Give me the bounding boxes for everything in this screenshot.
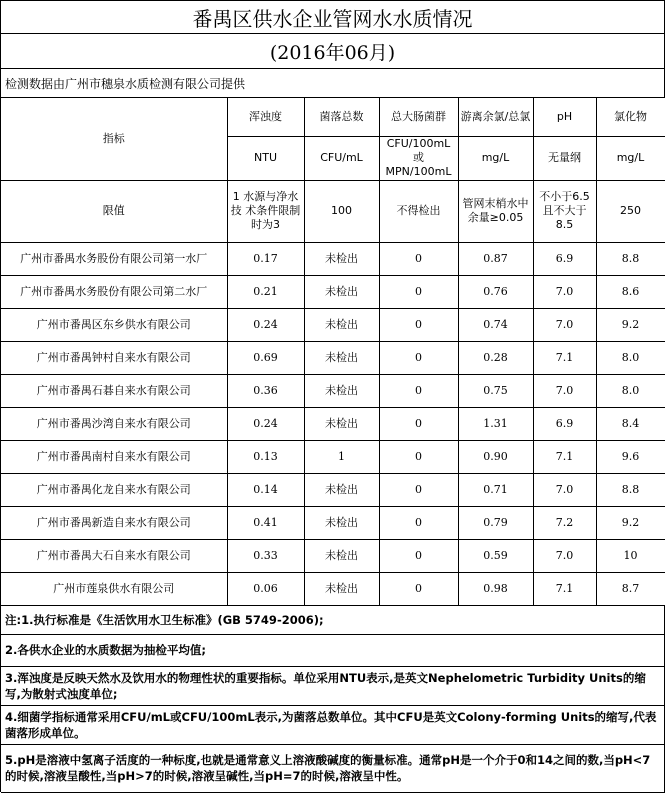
table-row — [1, 374, 665, 407]
column-unit: CFU/100mL 或 MPN/100mL — [379, 136, 458, 180]
measurement-value: 未检出 — [304, 506, 379, 539]
measurement-value: 未检出 — [304, 341, 379, 374]
measurement-value: 8.4 — [596, 407, 665, 440]
measurement-value: 0.06 — [227, 572, 304, 605]
limit-value: 100 — [304, 180, 379, 242]
company-name: 广州市番禺南村自来水有限公司 — [1, 440, 227, 473]
measurement-value: 0 — [379, 539, 458, 572]
column-header: 菌落总数 — [304, 98, 379, 136]
column-header: 氯化物 — [596, 98, 665, 136]
water-quality-table — [1, 98, 665, 606]
column-header: pH — [533, 98, 596, 136]
measurement-value: 未检出 — [304, 407, 379, 440]
measurement-value: 0.21 — [227, 275, 304, 308]
measurement-value: 0.79 — [458, 506, 533, 539]
table-row — [1, 572, 665, 605]
measurement-value: 8.8 — [596, 242, 665, 275]
company-name: 广州市番禺大石自来水有限公司 — [1, 539, 227, 572]
measurement-value: 8.6 — [596, 275, 665, 308]
measurement-value: 0 — [379, 341, 458, 374]
column-unit: NTU — [227, 136, 304, 180]
measurement-value: 7.1 — [533, 341, 596, 374]
column-unit: 无量纲 — [533, 136, 596, 180]
note-item: 4.细菌学指标通常采用CFU/mL或CFU/100mL表示,为菌落总数单位。其中CFU是英文Colony-forming Units的缩写,代表菌落形成单位。 — [1, 706, 665, 745]
note-item: 3.浑浊度是反映天然水及饮用水的物理性状的重要指标。单位采用NTU表示,是英文Nephelometric Turbidity Units的缩写,为散射式浊度单位; — [1, 667, 665, 706]
limit-value: 250 — [596, 180, 665, 242]
measurement-value: 未检出 — [304, 275, 379, 308]
company-name: 广州市番禺水务股份有限公司第二水厂 — [1, 275, 227, 308]
limit-value: 管网末梢水中 余量≥0.05 — [458, 180, 533, 242]
notes-section — [1, 606, 665, 793]
measurement-value: 0.17 — [227, 242, 304, 275]
header-name-row — [1, 98, 665, 136]
limit-value: 1 水源与净水技 术条件限制时为3 — [227, 180, 304, 242]
table-row — [1, 539, 665, 572]
measurement-value: 0.71 — [458, 473, 533, 506]
company-name: 广州市番禺新造自来水有限公司 — [1, 506, 227, 539]
measurement-value: 未检出 — [304, 473, 379, 506]
company-rows — [1, 242, 665, 605]
measurement-value: 6.9 — [533, 407, 596, 440]
measurement-value: 7.0 — [533, 539, 596, 572]
column-unit: mg/L — [458, 136, 533, 180]
measurement-value: 未检出 — [304, 308, 379, 341]
measurement-value: 7.2 — [533, 506, 596, 539]
measurement-value: 9.2 — [596, 308, 665, 341]
measurement-value: 7.1 — [533, 440, 596, 473]
measurement-value: 0.36 — [227, 374, 304, 407]
table-row — [1, 275, 665, 308]
measurement-value: 0 — [379, 374, 458, 407]
measurement-value: 未检出 — [304, 374, 379, 407]
measurement-value: 0 — [379, 440, 458, 473]
measurement-value: 1.31 — [458, 407, 533, 440]
measurement-value: 0.24 — [227, 308, 304, 341]
measurement-value: 0 — [379, 572, 458, 605]
limit-row — [1, 180, 665, 242]
measurement-value: 0.13 — [227, 440, 304, 473]
measurement-value: 0.14 — [227, 473, 304, 506]
table-row — [1, 473, 665, 506]
measurement-value: 10 — [596, 539, 665, 572]
measurement-value: 8.0 — [596, 374, 665, 407]
column-unit: CFU/mL — [304, 136, 379, 180]
measurement-value: 7.0 — [533, 473, 596, 506]
indicator-header: 指标 — [1, 98, 227, 180]
measurement-value: 0.28 — [458, 341, 533, 374]
measurement-value: 0 — [379, 407, 458, 440]
measurement-value: 0.33 — [227, 539, 304, 572]
limit-value: 不小于6.5且不大于8.5 — [533, 180, 596, 242]
measurement-value: 0.24 — [227, 407, 304, 440]
measurement-value: 9.6 — [596, 440, 665, 473]
measurement-value: 未检出 — [304, 242, 379, 275]
measurement-value: 0.75 — [458, 374, 533, 407]
measurement-value: 0.90 — [458, 440, 533, 473]
measurement-value: 0 — [379, 506, 458, 539]
company-name: 广州市番禺区东乡供水有限公司 — [1, 308, 227, 341]
page-title: 番禺区供水企业管网水水质情况 — [1, 1, 665, 34]
table-row — [1, 341, 665, 374]
measurement-value: 未检出 — [304, 539, 379, 572]
measurement-value: 0.59 — [458, 539, 533, 572]
measurement-value: 0.69 — [227, 341, 304, 374]
company-name: 广州市番禺石碁自来水有限公司 — [1, 374, 227, 407]
measurement-value: 8.0 — [596, 341, 665, 374]
measurement-value: 0 — [379, 275, 458, 308]
limit-label: 限值 — [1, 180, 227, 242]
data-source-note: 检测数据由广州市穗泉水质检测有限公司提供 — [1, 69, 665, 98]
measurement-value: 0.87 — [458, 242, 533, 275]
table-row — [1, 242, 665, 275]
table-row — [1, 506, 665, 539]
measurement-value: 0.98 — [458, 572, 533, 605]
measurement-value: 未检出 — [304, 572, 379, 605]
measurement-value: 7.0 — [533, 275, 596, 308]
table-row — [1, 407, 665, 440]
measurement-value: 1 — [304, 440, 379, 473]
table-row — [1, 440, 665, 473]
company-name: 广州市番禺沙湾自来水有限公司 — [1, 407, 227, 440]
measurement-value: 7.1 — [533, 572, 596, 605]
limit-value: 不得检出 — [379, 180, 458, 242]
note-item: 2.各供水企业的水质数据为抽检平均值; — [1, 635, 665, 667]
measurement-value: 0 — [379, 308, 458, 341]
company-name: 广州市莲泉供水有限公司 — [1, 572, 227, 605]
measurement-value: 8.8 — [596, 473, 665, 506]
measurement-value: 0.41 — [227, 506, 304, 539]
table-row — [1, 308, 665, 341]
measurement-value: 8.7 — [596, 572, 665, 605]
measurement-value: 0.74 — [458, 308, 533, 341]
measurement-value: 6.9 — [533, 242, 596, 275]
measurement-value: 0 — [379, 473, 458, 506]
measurement-value: 0.76 — [458, 275, 533, 308]
company-name: 广州市番禺钟村自来水有限公司 — [1, 341, 227, 374]
column-header: 游离余氯/总氯 — [458, 98, 533, 136]
measurement-value: 0 — [379, 242, 458, 275]
measurement-value: 7.0 — [533, 308, 596, 341]
note-item: 5.pH是溶液中氢离子活度的一种标度,也就是通常意义上溶液酸碱度的衡量标准。通常pH是一个介于0和14之间的数,当pH<7的时候,溶液呈酸性,当pH>7的时候,溶液呈碱性,当pH=7的时候,溶液呈中性。 — [1, 745, 665, 793]
company-name: 广州市番禺化龙自来水有限公司 — [1, 473, 227, 506]
measurement-value: 7.0 — [533, 374, 596, 407]
column-unit: mg/L — [596, 136, 665, 180]
measurement-value: 9.2 — [596, 506, 665, 539]
report-period: (2016年06月) — [1, 34, 665, 69]
note-item: 注:1.执行标准是《生活饮用水卫生标准》(GB 5749-2006); — [1, 606, 665, 635]
column-header: 总大肠菌群 — [379, 98, 458, 136]
column-header: 浑浊度 — [227, 98, 304, 136]
company-name: 广州市番禺水务股份有限公司第一水厂 — [1, 242, 227, 275]
